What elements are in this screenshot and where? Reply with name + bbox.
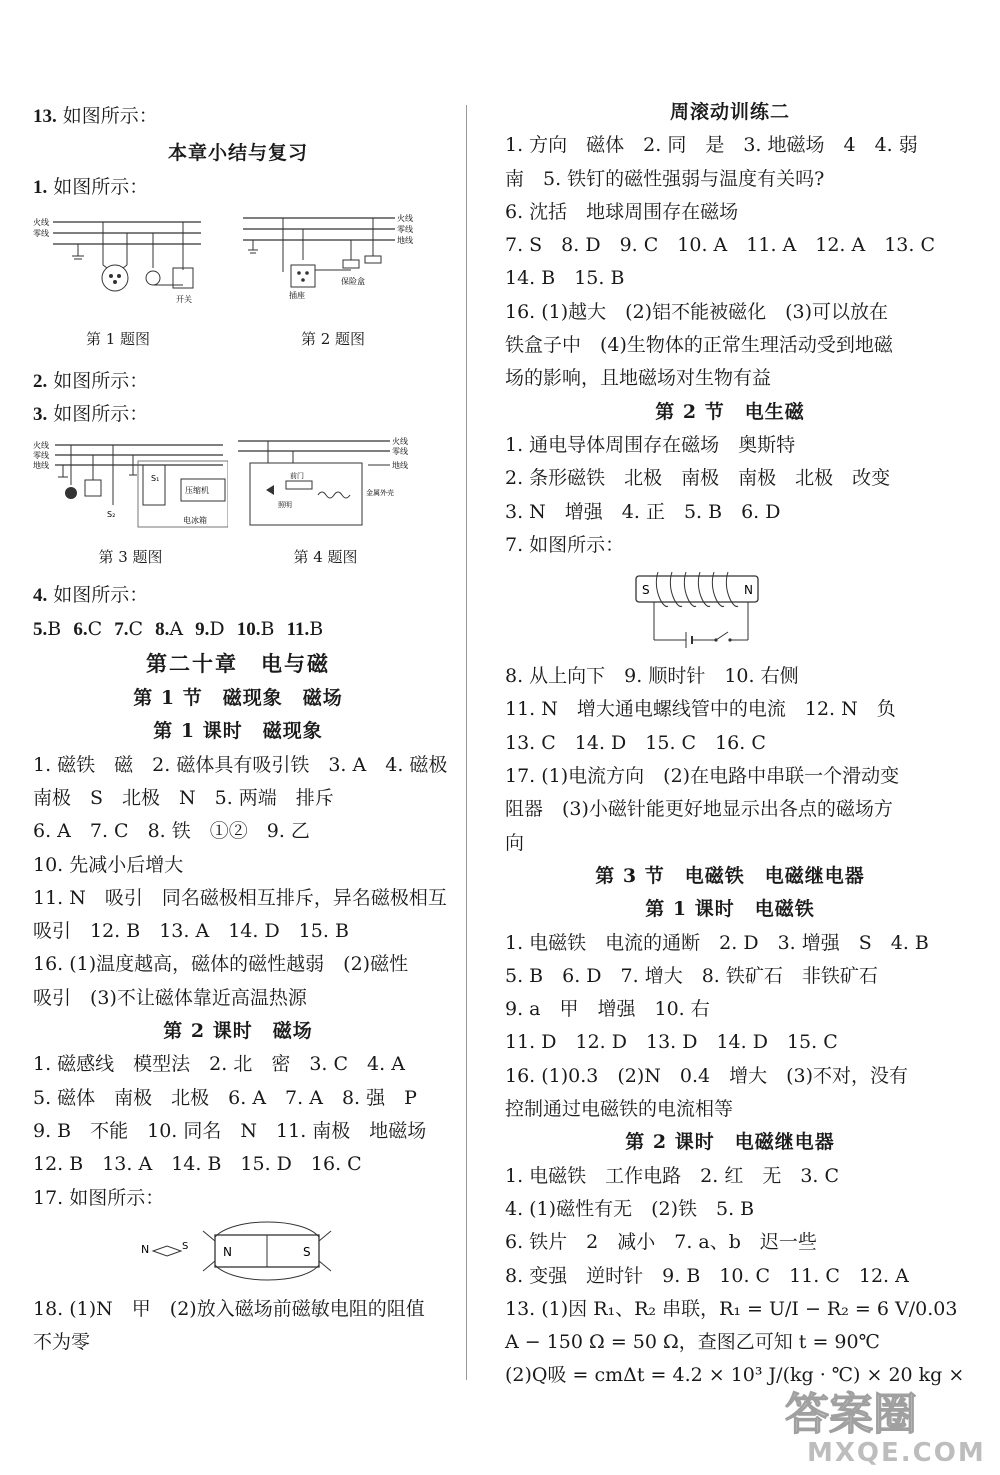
fig3-neutral-label: 零线 — [33, 451, 49, 461]
fig2-live-label: 火线 — [397, 213, 413, 223]
sec2-line: 11. N 增大通电螺线管中的电流 12. N 负 — [505, 698, 896, 721]
weekly-training-title: 周滚动训练二 — [669, 101, 790, 123]
lesson1-line: 10. 先减小后增大 — [33, 853, 184, 876]
figure-3-circuit — [33, 435, 228, 530]
sec3-line: 16. (1)0.3 (2)N 0.4 增大 (3)不对，没有 — [505, 1064, 909, 1087]
sec3-line: 5. B 6. D 7. 增大 8. 铁矿石 非铁矿石 — [505, 964, 878, 987]
q13-line: 13. 如图所示： — [33, 105, 158, 127]
watermark-text: 答案圈 — [785, 1389, 917, 1440]
figure-17-magnet-field — [133, 1221, 333, 1285]
sec2-line: 7. 如图所示： — [505, 533, 625, 556]
sec3b-line: 4. (1)磁性有无 (2)铁 5. B — [505, 1197, 755, 1220]
fig4-light-label: 照明 — [278, 501, 292, 510]
figure-row-1-2 — [33, 210, 443, 349]
fig4-ground-label: 地线 — [392, 461, 408, 471]
weekly-line: 14. B 15. B — [505, 267, 625, 290]
weekly-line: 场的影响，且地磁场对生物有益 — [505, 367, 772, 390]
sec3-line: 1. 电磁铁 电流的通断 2. D 3. 增强 S 4. B — [505, 931, 929, 954]
sec2-line: 2. 条形磁铁 北极 南极 南极 北极 改变 — [505, 467, 891, 490]
figure-3 — [33, 435, 228, 567]
sec2-line: 8. 从上向下 9. 顺时针 10. 右侧 — [505, 665, 799, 688]
fig17-compass-n: N — [141, 1242, 150, 1256]
lesson2-line: 1. 磁感线 模型法 2. 北 密 3. C 4. A — [33, 1053, 405, 1076]
sec3b-line: 13. (1)因 R₁、R₂ 串联，R₁ = U/I − R₂ = 6 V/0.03 — [505, 1297, 958, 1320]
weekly-line: 16. (1)越大 (2)铝不能被磁化 (3)可以放在 — [505, 300, 888, 323]
sec3b-line: 1. 电磁铁 工作电路 2. 红 无 3. C — [505, 1164, 840, 1187]
fig17-compass-s: S — [182, 1240, 189, 1252]
figure-1-circuit — [33, 210, 203, 310]
summary-q4: 4. 如图所示： — [33, 584, 149, 607]
lesson2-line: 9. B 不能 10. 同名 N 11. 南极 地磁场 — [33, 1119, 427, 1142]
summary-q2: 2. 如图所示： — [33, 369, 149, 392]
watermark-site: MXQE.COM — [807, 1438, 982, 1467]
figure-2-circuit — [243, 210, 423, 310]
fig17-magnet-n: N — [223, 1244, 232, 1259]
section-summary-heading: 本章小结与复习 — [167, 142, 308, 165]
fig4-neutral-label: 零线 — [392, 447, 408, 457]
summary-q3: 3. 如图所示： — [33, 403, 149, 426]
fig4-door-label: 前门 — [290, 472, 304, 481]
weekly-line: 6. 沈括 地球周围存在磁场 — [505, 200, 739, 223]
right-column — [505, 100, 965, 1393]
fig1-live-label: 火线 — [33, 217, 49, 227]
lesson1-line: 1. 磁铁 磁 2. 磁体具有吸引铁 3. A 4. 磁极 — [33, 753, 448, 776]
lesson-2-heading: 第 2 课时 磁场 — [163, 1020, 313, 1043]
sec2-line: 1. 通电导体周围存在磁场 奥斯特 — [505, 433, 796, 456]
section-3-heading: 第 3 节 电磁铁 电磁继电器 — [595, 864, 865, 887]
summary-q5-11: 5.B 6.C 7.C 8.A 9.D 10.B 11.B — [33, 617, 324, 640]
fig3-live-label: 火线 — [33, 441, 49, 451]
figure-7 — [505, 566, 955, 660]
section-2-heading: 第 2 节 电生磁 — [655, 400, 805, 423]
sec3b-line: 8. 变强 逆时针 9. B 10. C 11. C 12. A — [505, 1264, 909, 1287]
lesson-4-heading: 第 2 课时 电磁继电器 — [625, 1131, 835, 1154]
sec3-line: 控制通过电磁铁的电流相等 — [505, 1098, 734, 1121]
left-column — [33, 100, 448, 1359]
lesson1-line: 16. (1)温度越高，磁体的磁性越弱 (2)磁性 — [33, 953, 409, 976]
chapter-title: 第二十章 电与磁 — [146, 651, 330, 677]
lesson1-line: 6. A 7. C 8. 铁 ①② 9. 乙 — [33, 820, 310, 843]
summary-q1: 1. 如图所示： — [33, 175, 149, 198]
fig1-switch-label: 开关 — [176, 294, 192, 304]
figure-2 — [243, 210, 423, 349]
figure-7-solenoid — [630, 566, 780, 656]
figure-4 — [238, 435, 413, 567]
lesson2-line: 5. 磁体 南极 北极 6. A 7. A 8. 强 P — [33, 1086, 417, 1109]
watermark-graphic — [777, 1377, 982, 1467]
fig17-magnet-s: S — [303, 1244, 311, 1259]
sec3b-line: (2)Q吸 = cmΔt = 4.2 × 10³ J/(kg · ℃) × 20 kg × — [505, 1364, 965, 1387]
figure-1 — [33, 210, 203, 349]
weekly-line: 铁盒子中 (4)生物体的正常生理活动受到地磁 — [505, 334, 893, 357]
fig2-ground-label: 地线 — [397, 235, 413, 245]
fig2-fusebox-label: 保险盒 — [341, 276, 365, 286]
figure-row-3-4 — [33, 435, 443, 567]
lesson2-q18: 18. (1)N 甲 (2)放入磁场前磁敏电阻的阻值 — [33, 1297, 425, 1320]
sec2-line: 17. (1)电流方向 (2)在电路中串联一个滑动变 — [505, 765, 900, 788]
fig4-case-label: 金属外壳 — [366, 489, 394, 498]
section-1-heading: 第 1 节 磁现象 磁场 — [133, 687, 343, 710]
sec2-line: 13. C 14. D 15. C 16. C — [505, 731, 766, 754]
sec2-line: 阻器 (3)小磁针能更好地显示出各点的磁场方 — [505, 798, 893, 821]
sec3-line: 9. a 甲 增强 10. 右 — [505, 998, 710, 1021]
lesson2-line: 12. B 13. A 14. B 15. D 16. C — [33, 1153, 362, 1176]
column-divider — [466, 105, 467, 1380]
figure-3-caption: 第 3 题图 — [98, 548, 163, 567]
fig3-fridge-label: 电冰箱 — [183, 516, 207, 526]
weekly-line: 南 5. 铁钉的磁性强弱与温度有关吗? — [505, 167, 825, 190]
fig3-s2-label: S₂ — [107, 510, 116, 520]
lesson1-line: 吸引 (3)不让磁体靠近高温热源 — [33, 986, 307, 1009]
figure-4-caption: 第 4 题图 — [293, 548, 358, 567]
fig3-motor-label: 压缩机 — [185, 486, 209, 496]
lesson1-line: 11. N 吸引 同名磁极相互排斥，异名磁极相互 — [33, 886, 447, 909]
watermark-logo — [777, 1377, 982, 1467]
figure-4-circuit — [238, 435, 413, 530]
lesson2-q18-cont: 不为零 — [33, 1331, 91, 1354]
fig7-n-label: N — [744, 583, 753, 598]
fig2-neutral-label: 零线 — [397, 224, 413, 234]
weekly-line: 7. S 8. D 9. C 10. A 11. A 12. A 13. C — [505, 234, 936, 257]
fig4-live-label: 火线 — [392, 437, 408, 447]
figure-1-caption: 第 1 题图 — [85, 329, 151, 348]
lesson1-line: 吸引 12. B 13. A 14. D 15. B — [33, 920, 349, 943]
sec3-line: 11. D 12. D 13. D 14. D 15. C — [505, 1031, 838, 1054]
lesson-1-heading: 第 1 课时 磁现象 — [153, 720, 323, 743]
fig3-s1-label: S₁ — [151, 474, 160, 484]
sec3b-line: 6. 铁片 2 减小 7. a、b 迟一些 — [505, 1231, 817, 1254]
sec2-line: 向 — [505, 831, 525, 854]
fig1-neutral-label: 零线 — [33, 228, 49, 238]
fig2-socket-label: 插座 — [289, 290, 305, 300]
fig7-s-label: S — [642, 583, 650, 598]
fig3-ground-label: 地线 — [33, 461, 49, 471]
lesson2-line: 17. 如图所示： — [33, 1186, 165, 1209]
figure-2-caption: 第 2 题图 — [300, 329, 366, 348]
lesson-3-heading: 第 1 课时 电磁铁 — [645, 898, 815, 921]
sec2-line: 3. N 增强 4. 正 5. B 6. D — [505, 500, 781, 523]
weekly-line: 1. 方向 磁体 2. 同 是 3. 地磁场 4 4. 弱 — [505, 134, 918, 157]
lesson1-line: 南极 S 北极 N 5. 两端 排斥 — [33, 786, 334, 809]
figure-17 — [33, 1221, 443, 1289]
sec3b-line: A − 150 Ω = 50 Ω，查图乙可知 t = 90℃ — [505, 1331, 880, 1354]
